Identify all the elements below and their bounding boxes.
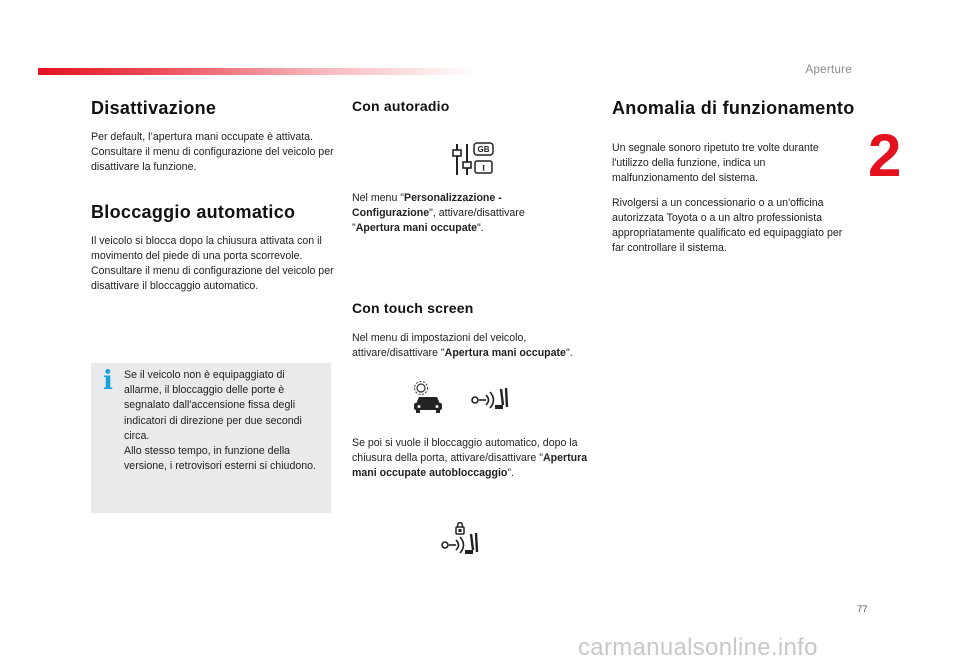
- car-settings-icon: [410, 380, 446, 419]
- auto-bold: Apertura mani occupate autobloccaggio: [352, 452, 588, 480]
- watermark: carmanualsonline.info: [578, 634, 818, 661]
- paragraph-anomalia-2: Rivolgersi a un concessionario o a un'officina autorizzata Toyota o a un altro professionista appropriatamente qualificato ed equipaggiato per far controllare il sistema.: [612, 196, 843, 255]
- autoradio-bold-1: Personalizzazione - Configurazione: [352, 192, 502, 220]
- touch-heading-block: [352, 300, 597, 328]
- auto-post: ".: [507, 467, 515, 480]
- column-right: [612, 98, 857, 265]
- paragraph-touch: [352, 331, 592, 361]
- i-label: I: [481, 163, 486, 173]
- auto-lock-text-block: [352, 436, 594, 491]
- paragraph-auto-lock: [352, 436, 594, 482]
- auto-pre: Se poi si vuole il bloccaggio automatico, dopo la chiusura della porta, attivare/disattivare ": [352, 437, 578, 465]
- info-icon: i: [103, 366, 113, 396]
- touch-text-block: [352, 331, 592, 370]
- autoradio-mid: ", attivare/disattivare ": [352, 207, 525, 235]
- heading-touch-screen: Con touch screen: [352, 300, 474, 316]
- heading-autoradio: Con autoradio: [352, 98, 450, 114]
- touch-post: ".: [565, 347, 573, 360]
- paragraph-anomalia-1: Un segnale sonoro ripetuto tre volte durante l'utilizzo della funzione, indica un malfunzionamento del sistema.: [612, 142, 819, 185]
- section-title: Aperture: [805, 64, 852, 76]
- autoradio-bold-2: Apertura mani occupate: [355, 222, 478, 235]
- heading-anomalia: Anomalia di funzionamento: [612, 98, 855, 118]
- chapter-number: 2: [868, 122, 902, 189]
- paragraph-disattivazione: Per default, l’apertura mani occupate è attivata. Consultare il menu di configurazione del veicolo per disattivare la funzione.: [91, 131, 334, 174]
- settings-sliders-icon: [451, 141, 497, 184]
- info-text: Se il veicolo non è equipaggiato di allarme, il bloccaggio delle porte è segnalato dall'accensione fissa degli indicatori di direzione per due secondi circa. Allo stesso tempo, in funzione della versione, i retrovisori esterni si chiudono.: [124, 369, 316, 473]
- touch-pre: Nel menu di impostazioni del veicolo, attivare/disattivare ": [352, 332, 527, 360]
- column-middle: [352, 98, 597, 126]
- header-red-bar: [38, 68, 478, 75]
- gb-label: GB: [477, 145, 490, 154]
- autoradio-text-block: [352, 191, 567, 246]
- paragraph-bloccaggio: Il veicolo si blocca dopo la chiusura attivata con il movimento del piede di una porta scorrevole. Consultare il menu di configurazione del veicolo per disattivare il bloccaggio automatico.: [91, 234, 334, 293]
- info-box: [91, 363, 331, 513]
- autoradio-post: ".: [477, 222, 484, 235]
- page-number: 77: [857, 604, 868, 615]
- foot-kick-icon: [470, 386, 510, 417]
- heading-bloccaggio: Bloccaggio automatico: [91, 201, 296, 222]
- heading-disattivazione: Disattivazione: [91, 98, 217, 118]
- foot-kick-lock-icon: [440, 522, 480, 561]
- column-left: [91, 98, 341, 303]
- paragraph-autoradio: [352, 191, 567, 237]
- touch-bold: Apertura mani occupate: [444, 347, 566, 360]
- autoradio-pre: Nel menu ": [352, 192, 405, 204]
